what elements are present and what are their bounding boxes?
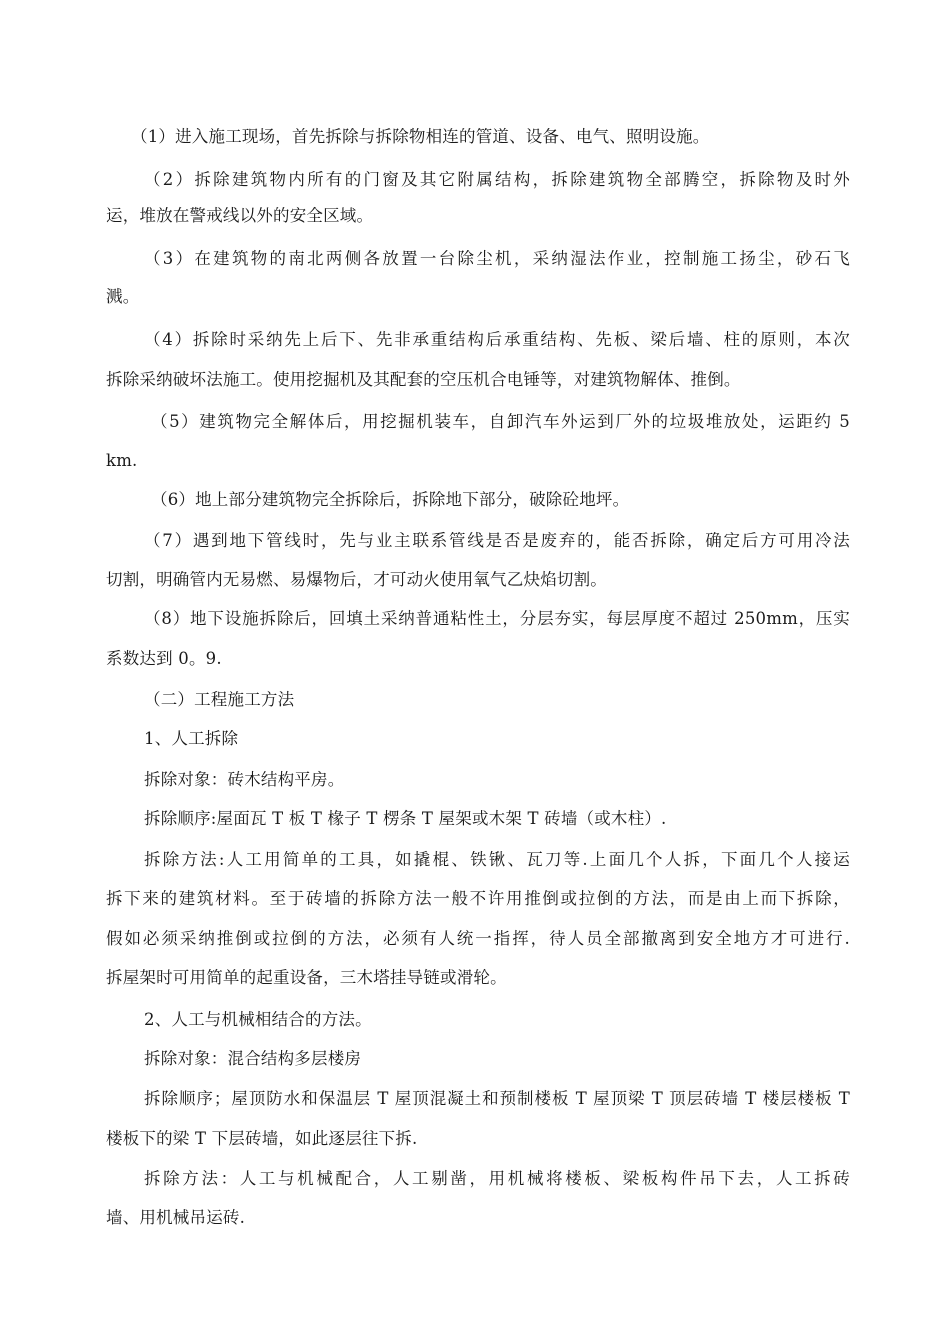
paragraph-line: 拆下来的建筑材料。至于砖墙的拆除方法一般不许用推倒或拉倒的方法，而是由上而下拆除， xyxy=(106,889,850,908)
paragraph-line: km. xyxy=(106,451,138,470)
paragraph-line: （2）拆除建筑物内所有的门窗及其它附属结构，拆除建筑物全部腾空，拆除物及时外 xyxy=(144,170,850,189)
paragraph-line: （1）进入施工现场，首先拆除与拆除物相连的管道、设备、电气、照明设施。 xyxy=(131,127,710,146)
paragraph-line: 墙、用机械吊运砖. xyxy=(106,1208,246,1227)
paragraph-line: （7）遇到地下管线时，先与业主联系管线是否是废弃的，能否拆除，确定后方可用冷法 xyxy=(144,531,850,550)
paragraph-line: 拆屋架时可用简单的起重设备，三木塔挂导链或滑轮。 xyxy=(106,968,507,987)
paragraph-line: 切割，明确管内无易燃、易爆物后，才可动火使用氧气乙炔焰切割。 xyxy=(106,570,607,589)
paragraph-line: （5）建筑物完全解体后，用挖掘机装车，自卸汽车外运到厂外的垃圾堆放处，运距约 5 xyxy=(151,412,850,431)
subsection-heading: 1、人工拆除 xyxy=(144,729,239,748)
paragraph-line: 拆除顺序；屋顶防水和保温层 T 屋顶混凝土和预制楼板 T 屋顶梁 T 顶层砖墙 T 楼层楼板 T xyxy=(144,1089,850,1108)
paragraph-line: 拆除顺序:屋面瓦 T 板 T 椽子 T 楞条 T 屋架或木架 T 砖墙（或木柱）. xyxy=(144,809,667,828)
paragraph-line: 运，堆放在警戒线以外的安全区域。 xyxy=(106,206,374,225)
paragraph-line: 溅。 xyxy=(106,287,140,306)
paragraph-line: （8）地下设施拆除后，回填土采纳普通粘性土，分层夯实，每层厚度不超过 250mm，压实 xyxy=(144,609,850,628)
paragraph-line: 拆除方法：人工与机械配合，人工剔凿，用机械将楼板、梁板构件吊下去，人工拆砖 xyxy=(144,1169,850,1188)
paragraph-line: 系数达到 0。9. xyxy=(106,649,222,668)
paragraph-line: 拆除采纳破坏法施工。使用挖掘机及其配套的空压机合电锤等，对建筑物解体、推倒。 xyxy=(106,370,741,389)
paragraph-line: 拆除方法:人工用简单的工具，如撬棍、铁锹、瓦刀等.上面几个人拆，下面几个人接运 xyxy=(144,850,850,869)
subsection-heading: 2、人工与机械相结合的方法。 xyxy=(144,1010,372,1029)
paragraph-line: 拆除对象：砖木结构平房。 xyxy=(144,770,345,789)
paragraph-line: （6）地上部分建筑物完全拆除后，拆除地下部分，破除砼地坪。 xyxy=(151,490,630,509)
section-heading: （二）工程施工方法 xyxy=(144,690,295,709)
paragraph-line: （4）拆除时采纳先上后下、先非承重结构后承重结构、先板、梁后墙、柱的原则，本次 xyxy=(144,330,850,349)
paragraph-line: 楼板下的梁 T 下层砖墙，如此逐层往下拆. xyxy=(106,1129,418,1148)
paragraph-line: 拆除对象：混合结构多层楼房 xyxy=(144,1049,362,1068)
paragraph-line: （3）在建筑物的南北两侧各放置一台除尘机，采纳湿法作业，控制施工扬尘，砂石飞 xyxy=(144,249,850,268)
paragraph-line: 假如必须采纳推倒或拉倒的方法，必须有人统一指挥，待人员全部撤离到安全地方才可进行. xyxy=(106,929,850,948)
